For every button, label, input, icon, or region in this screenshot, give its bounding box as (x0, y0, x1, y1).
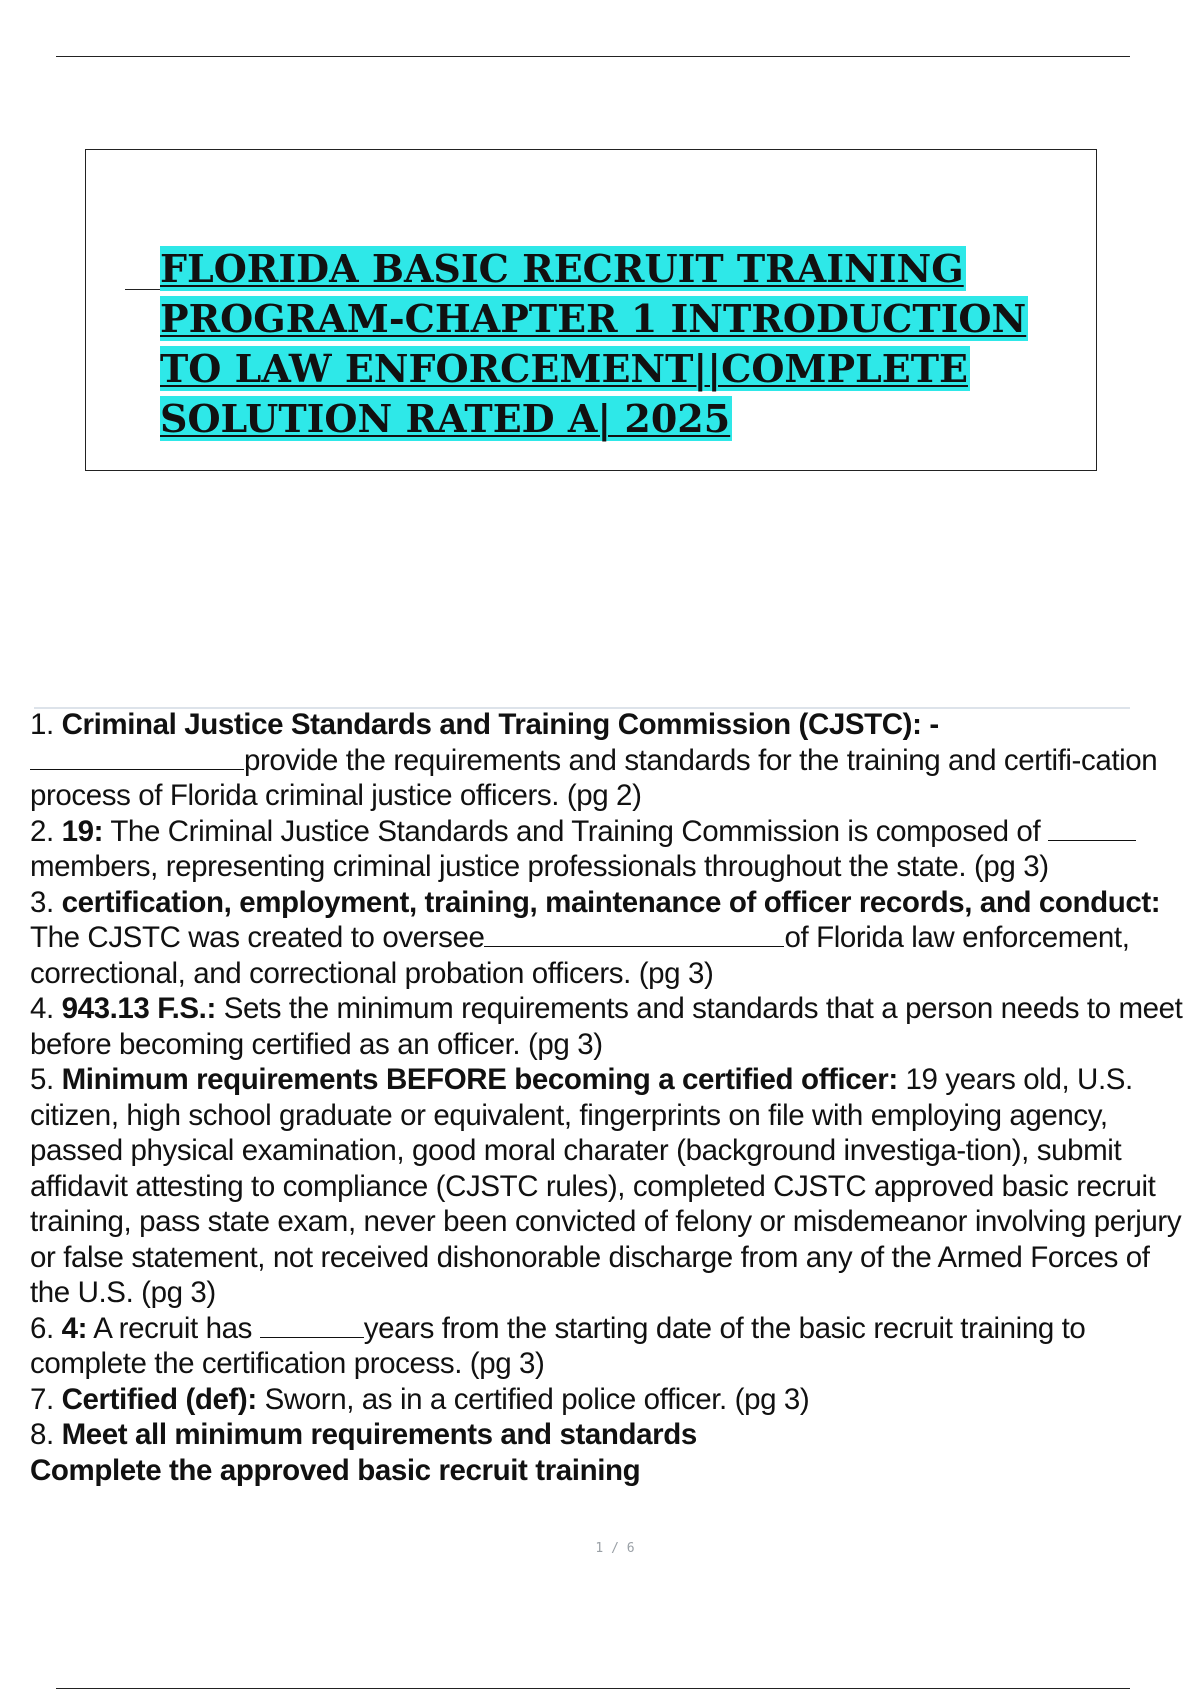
item-definition: The Criminal Justice Standards and Training Commission is composed of (110, 814, 1041, 848)
item-number: 3. (30, 885, 54, 919)
list-item (30, 707, 1190, 814)
list-item (30, 991, 1190, 1062)
answer-blank (1048, 818, 1136, 841)
item-number: 5. (30, 1063, 54, 1096)
title-line-3: TO LAW ENFORCEMENT||COMPLETE (160, 346, 968, 391)
list-item (30, 1311, 1190, 1382)
document-title (160, 244, 1060, 444)
item-definition: A recruit has (93, 1311, 252, 1345)
answer-blank (260, 1315, 364, 1338)
item-term: 19: (61, 814, 104, 848)
title-line-1: FLORIDA BASIC RECRUIT TRAINING (160, 246, 964, 291)
item-number: 1. (30, 708, 54, 741)
list-item (30, 885, 1190, 992)
item-number: 4. (30, 992, 54, 1025)
answer-blank (484, 924, 784, 947)
page-number: 1 / 6 (595, 1541, 635, 1556)
list-item (30, 1382, 1190, 1418)
item-definition: Sets the minimum requirements and standards that a person needs to meet before becoming certified as an officer. (pg 3) (30, 992, 1183, 1061)
item-term: 943.13 F.S.: (61, 992, 216, 1025)
item-term-line-2: Complete the approved basic recruit training (30, 1453, 641, 1487)
item-number: 6. (30, 1311, 54, 1345)
list-item (30, 1417, 1190, 1488)
title-line-2: PROGRAM-CHAPTER 1 INTRODUCTION (160, 296, 1027, 341)
item-definition: The CJSTC was created to oversee (30, 921, 485, 954)
item-term: Meet all minimum requirements and standards (61, 1418, 697, 1451)
header-rule (56, 56, 1130, 57)
item-term: certification, employment, training, maintenance of officer records, and conduct: (61, 885, 1161, 919)
title-lead-line (125, 289, 161, 290)
item-definition-continued: years from the starting date of the basic recruit training to complete the certification process. (pg 3) (30, 1311, 1086, 1380)
list-item (30, 1062, 1190, 1311)
flashcard-list (30, 707, 1190, 1488)
item-term: Certified (def): (61, 1382, 257, 1416)
item-number: 7. (30, 1382, 54, 1416)
list-item (30, 814, 1190, 885)
item-number: 8. (30, 1418, 54, 1451)
title-line-4: SOLUTION RATED A| 2025 (160, 396, 731, 441)
item-term: 4: (61, 1311, 88, 1345)
item-term: Criminal Justice Standards and Training Commission (CJSTC): - (61, 708, 939, 741)
answer-blank (30, 747, 244, 770)
item-definition: 19 years old, U.S. citizen, high school graduate or equivalent, fingerprints on file with employing agency, passed physical examination, good moral charater (background investiga-tion), submit affidavit attesting to compliance (CJSTC rules), completed CJSTC approved basic recruit training, pass state exam, never been convicted of felony or misdemeanor involving perjury or false statement, not received dishonorable discharge from any of the Armed Forces of the U.S. (pg 3) (30, 1063, 1182, 1309)
item-term: Minimum requirements BEFORE becoming a certified officer: (61, 1063, 898, 1096)
item-definition: provide the requirements and standards for the training and certifi-cation process of Florida criminal justice officers. (pg 2) (30, 743, 1158, 812)
item-definition-continued: of Florida law enforcement, correctional, and correctional probation officers. (pg 3) (30, 921, 1130, 990)
footer-rule (56, 1688, 1130, 1689)
item-definition-continued: members, representing criminal justice professionals throughout the state. (pg 3) (30, 850, 1049, 883)
item-number: 2. (30, 814, 54, 848)
item-definition: Sworn, as in a certified police officer. (pg 3) (264, 1382, 810, 1416)
